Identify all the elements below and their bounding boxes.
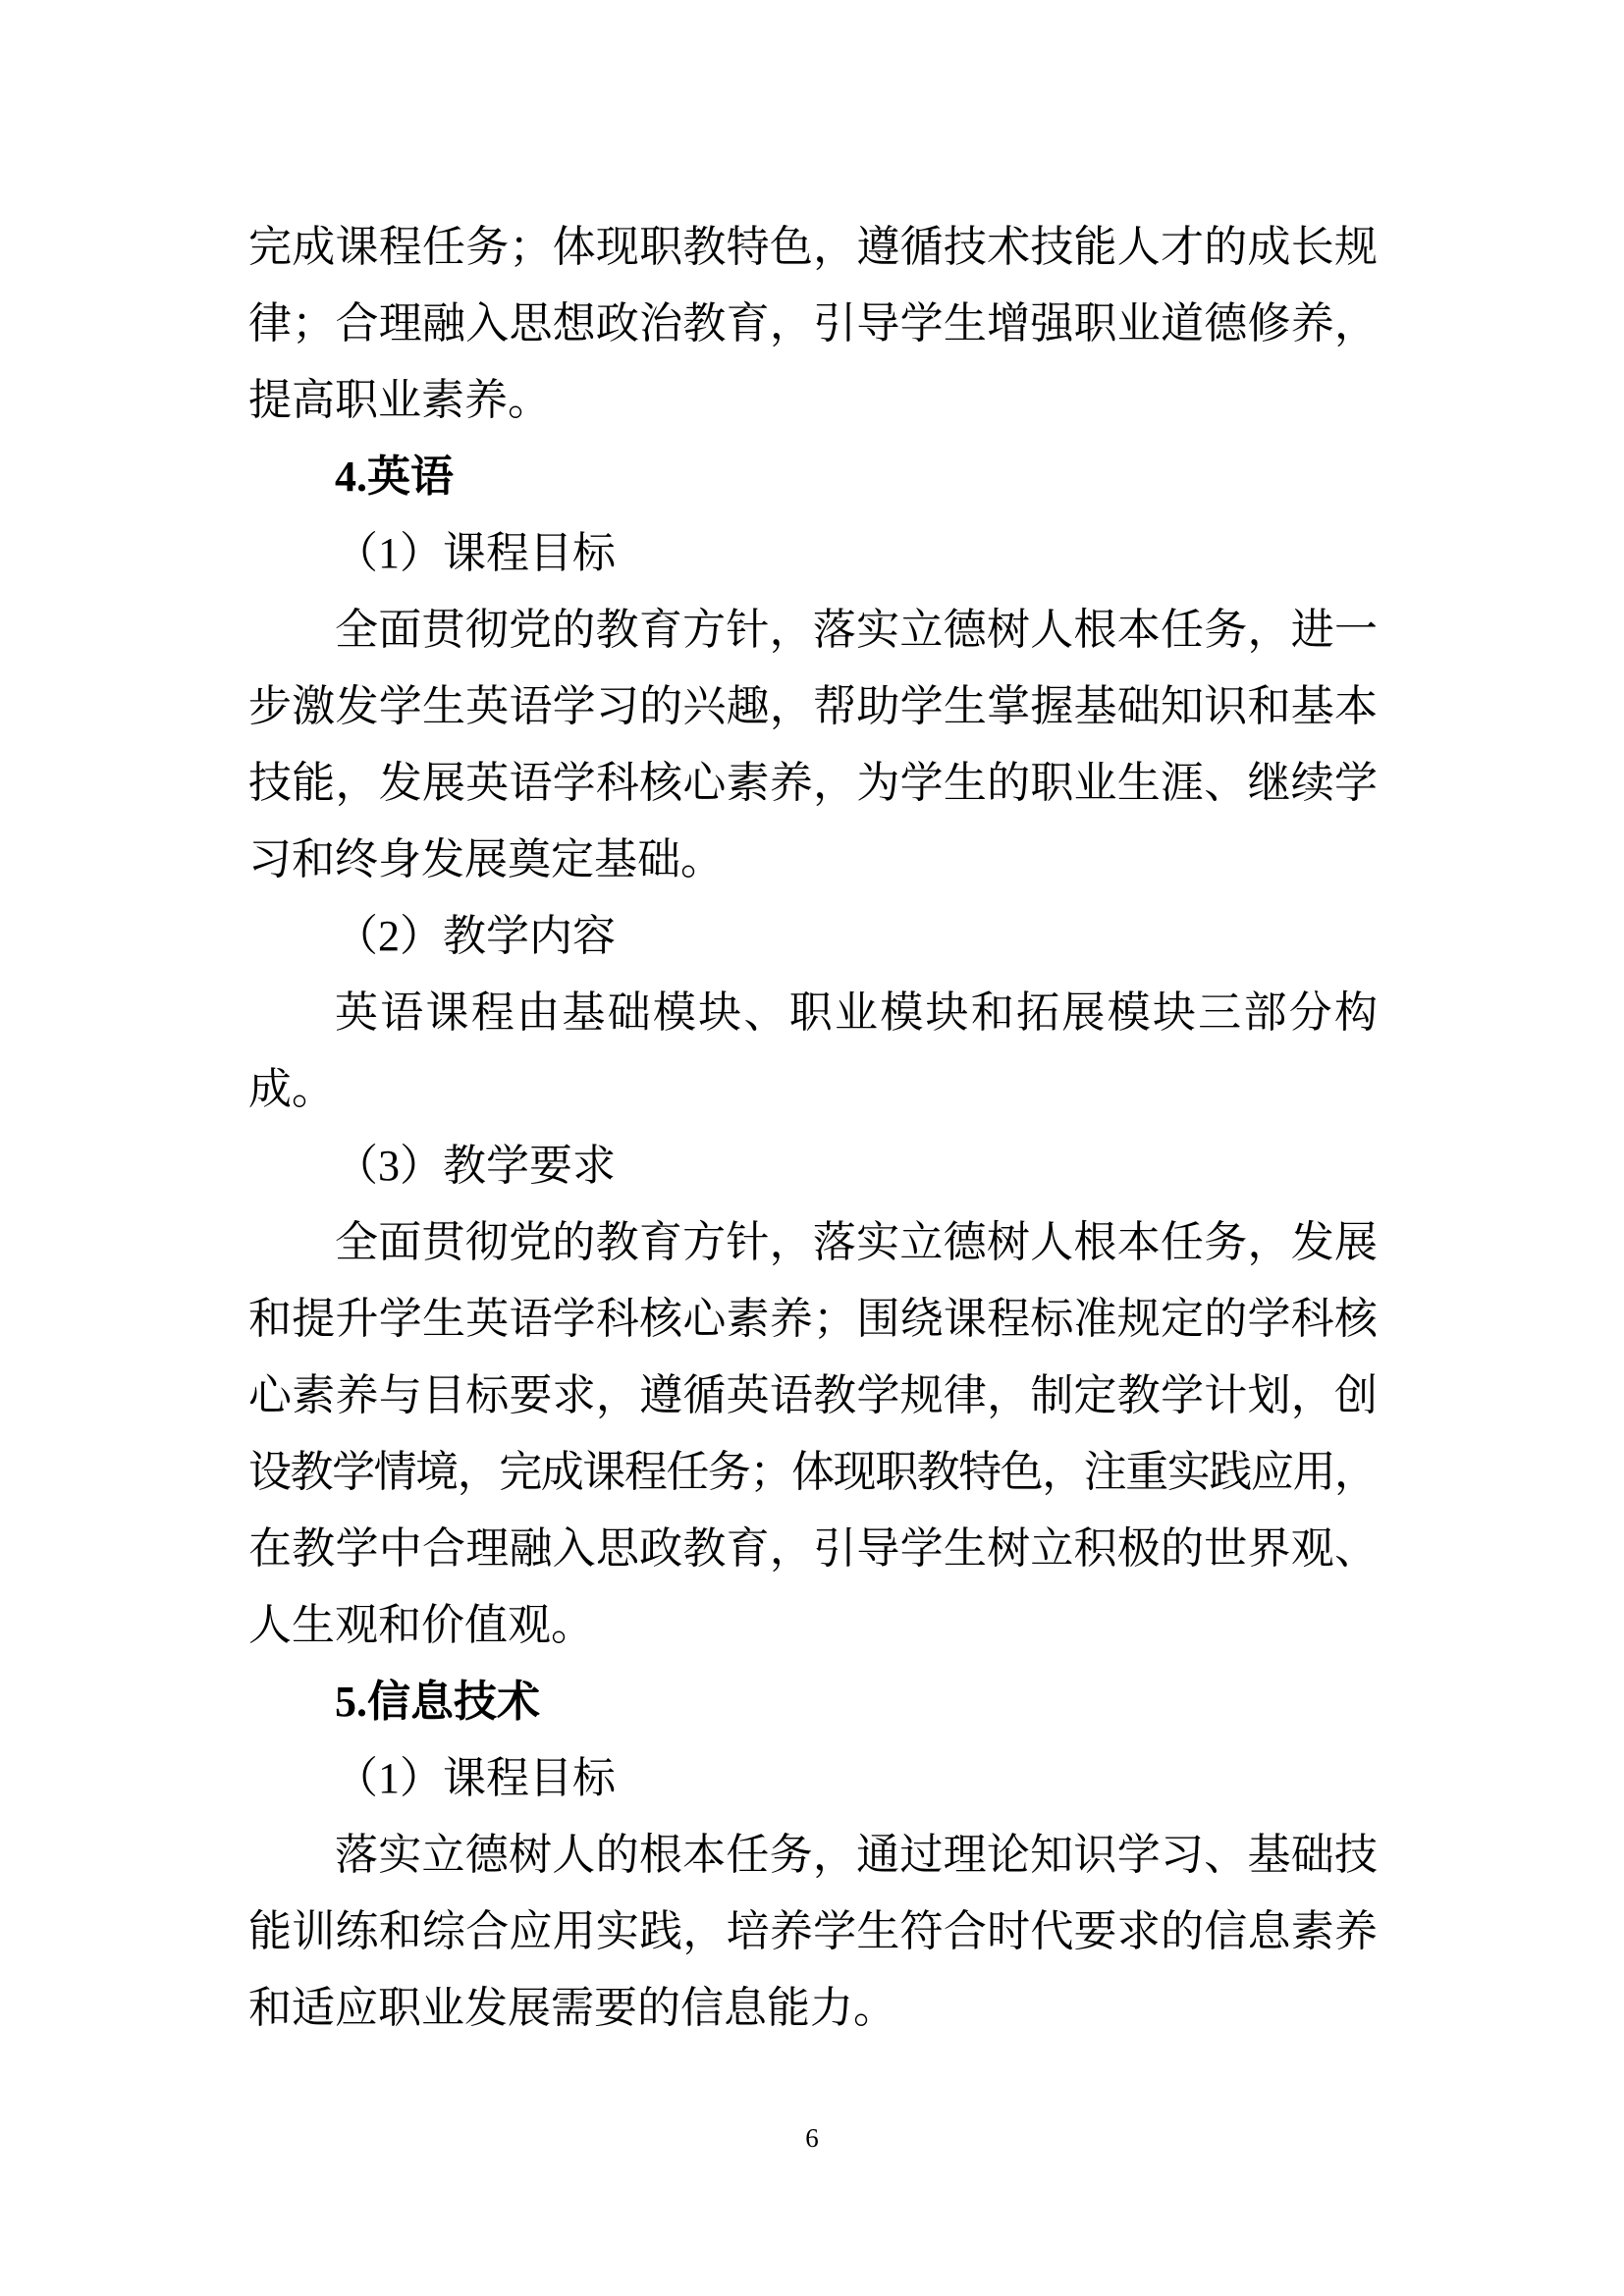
text-line bbox=[248, 286, 1378, 362]
text-line-content: 设教学情境，完成课程任务；体现职教特色，注重实践应用， bbox=[248, 1448, 1377, 1496]
text-line bbox=[248, 1894, 1378, 1970]
page-text-content bbox=[248, 209, 1378, 2047]
text-line bbox=[248, 1817, 1378, 1894]
text-line-content: 和提升学生英语学科核心素养；围绕课程标准规定的学科核 bbox=[248, 1295, 1379, 1343]
text-line-content: 步激发学生英语学习的兴趣，帮助学生掌握基础知识和基本 bbox=[248, 682, 1379, 730]
text-line bbox=[248, 668, 1378, 745]
text-line bbox=[248, 745, 1378, 822]
text-line-content: 全面贯彻党的教育方针，落实立德树人根本任务，进一 bbox=[335, 606, 1379, 654]
section-heading bbox=[248, 439, 1378, 515]
text-line bbox=[248, 1740, 1378, 1817]
text-line bbox=[248, 362, 1378, 439]
text-line-content: 技能，发展英语学科核心素养，为学生的职业生涯、继续学 bbox=[248, 759, 1379, 807]
text-line bbox=[248, 1128, 1378, 1204]
text-line bbox=[248, 209, 1378, 286]
text-line bbox=[248, 822, 1378, 898]
text-line-content: （2）教学内容 bbox=[335, 912, 616, 960]
text-line-content: 习和终身发展奠定基础。 bbox=[248, 835, 724, 883]
text-line-content: 4.英语 bbox=[335, 453, 454, 501]
text-line bbox=[248, 1970, 1378, 2047]
text-line bbox=[248, 1204, 1378, 1281]
text-line bbox=[248, 1051, 1378, 1128]
text-line-content: 5.信息技术 bbox=[335, 1678, 540, 1726]
text-line bbox=[248, 1358, 1378, 1434]
text-line-content: 能训练和综合应用实践，培养学生符合时代要求的信息素养 bbox=[248, 1907, 1379, 1955]
text-line-content: （1）课程目标 bbox=[335, 1754, 616, 1802]
text-line-content: （1）课程目标 bbox=[335, 529, 616, 577]
text-line bbox=[248, 592, 1378, 668]
section-heading bbox=[248, 1664, 1378, 1740]
text-line-content: （3）教学要求 bbox=[335, 1142, 616, 1190]
text-line-content: 和适应职业发展需要的信息能力。 bbox=[248, 1984, 896, 2032]
text-line-content: 人生观和价值观。 bbox=[248, 1601, 594, 1649]
text-line bbox=[248, 515, 1378, 592]
text-line bbox=[248, 975, 1378, 1051]
text-line bbox=[248, 1434, 1378, 1511]
text-line-content: 全面贯彻党的教育方针，落实立德树人根本任务，发展 bbox=[335, 1218, 1379, 1266]
text-line bbox=[248, 1281, 1378, 1358]
text-line-content: 成。 bbox=[248, 1065, 335, 1113]
text-line-content: 落实立德树人的根本任务，通过理论知识学习、基础技 bbox=[335, 1831, 1379, 1879]
text-line bbox=[248, 1511, 1378, 1587]
text-line-content: 在教学中合理融入思政教育，引导学生树立积极的世界观、 bbox=[248, 1524, 1379, 1573]
page-number: 6 bbox=[805, 2123, 819, 2153]
text-line bbox=[248, 898, 1378, 975]
text-line-content: 英语课程由基础模块、职业模块和拓展模块三部分构 bbox=[335, 988, 1380, 1037]
text-line-content: 律；合理融入思想政治教育，引导学生增强职业道德修养， bbox=[248, 299, 1379, 347]
text-line bbox=[248, 1587, 1378, 1664]
text-line-content: 心素养与目标要求，遵循英语教学规律，制定教学计划，创 bbox=[248, 1371, 1379, 1419]
text-line-content: 完成课程任务；体现职教特色，遵循技术技能人才的成长规 bbox=[248, 223, 1379, 271]
text-line-content: 提高职业素养。 bbox=[248, 376, 551, 424]
